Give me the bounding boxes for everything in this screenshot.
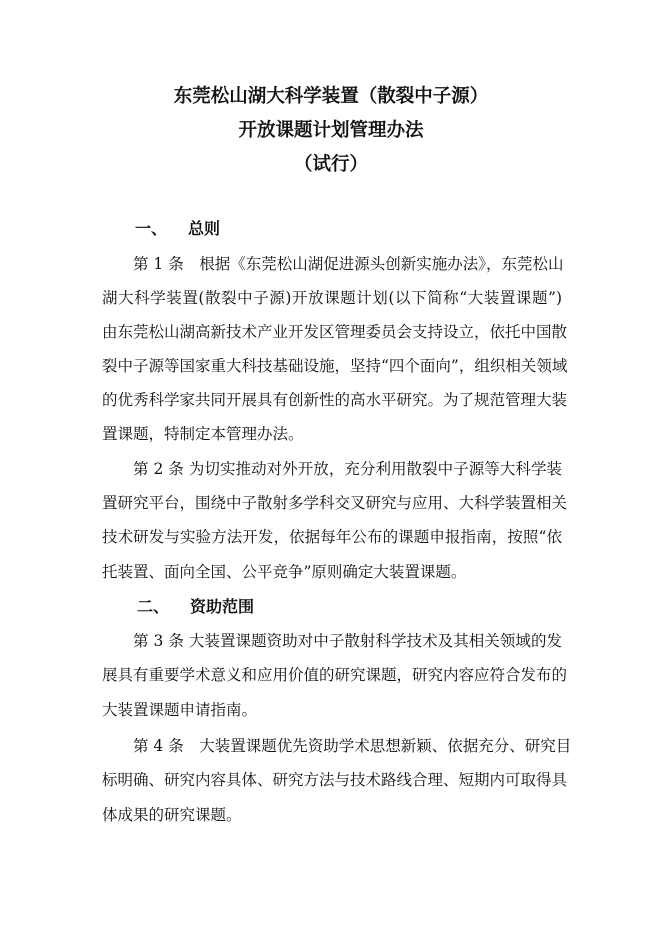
paragraph-line: 湖大科学装置(散裂中子源)开放课题计划(以下简称“大装置课题”): [102, 289, 562, 307]
section-number: 二、: [137, 597, 170, 616]
title-line-3: （试行）: [293, 154, 368, 175]
paragraph-line: 置研究平台，围绕中子散射多学科交叉研究与应用、大科学装置相关: [102, 494, 568, 512]
paragraph-line: 标明确、研究内容具体、研究方法与技术路线合理、短期内可取得具: [102, 771, 568, 789]
paragraph-line: 由东莞松山湖高新技术产业开发区管理委员会支持设立，依托中国散: [102, 323, 568, 341]
paragraph-line: 第 1 条 根据《东莞松山湖促进源头创新实施办法》，东莞松山: [133, 255, 564, 273]
title-line-1: 东莞松山湖大科学装置（散裂中子源）: [173, 86, 489, 107]
paragraph-line: 第 2 条 为切实推动对外开放，充分利用散裂中子源等大科学装: [133, 460, 562, 478]
paragraph-line: 第 4 条 大装置课题优先资助学术思想新颖、依据充分、研究目: [133, 737, 572, 755]
paragraph-line: 体成果的研究课题。: [102, 806, 242, 824]
paragraph-line: 的优秀科学家共同开展具有创新性的高水平研究。为了规范管理大装: [102, 391, 568, 409]
paragraph-line: 技术研发与实验方法开发，依据每年公布的课题申报指南，按照“依: [102, 528, 562, 546]
section-title: 资助范围: [190, 597, 255, 616]
section-title: 总则: [188, 219, 221, 238]
paragraph-line: 置课题，特制定本管理办法。: [102, 425, 304, 443]
title-line-2: 开放课题计划管理办法: [238, 120, 424, 141]
paragraph-line: 大装置课题申请指南。: [102, 701, 258, 719]
section-number: 一、: [135, 219, 168, 238]
paragraph-line: 裂中子源等国家重大科技基础设施，坚持“四个面向”，组织相关领域: [102, 357, 568, 375]
paragraph-line: 展具有重要学术意义和应用价值的研究课题，研究内容应符合发布的: [102, 666, 568, 684]
paragraph-line: 第 3 条 大装置课题资助对中子散射科学技术及其相关领域的发: [133, 632, 562, 650]
paragraph-line: 托装置、面向全国、公平竞争”原则确定大装置课题。: [102, 563, 467, 581]
